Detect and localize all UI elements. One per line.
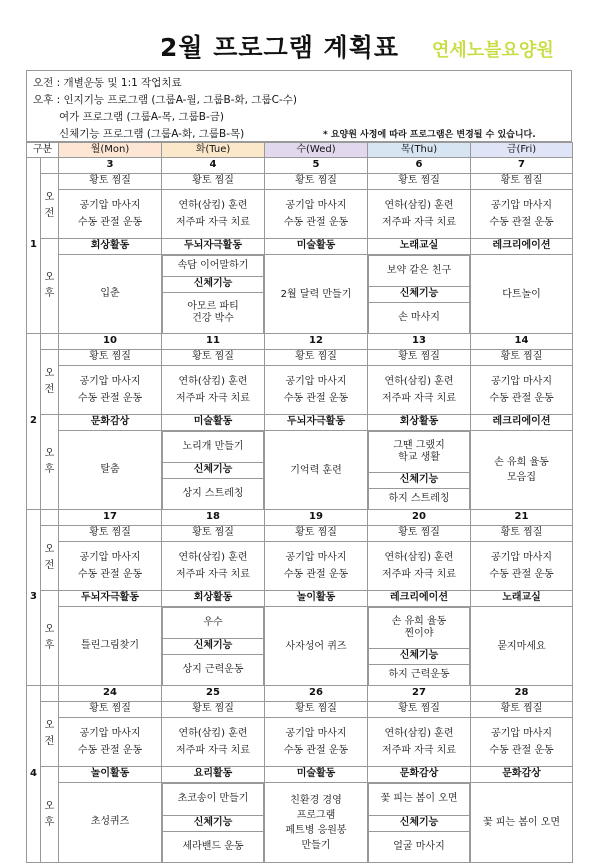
- am-main-1: 연하(삼킴) 훈련 저주파 자극 치료: [162, 542, 265, 591]
- pm-mon: 초성퀴즈: [59, 783, 162, 863]
- am-top-3: 황토 찜질: [368, 350, 471, 366]
- pm-title-0: 회상활동: [59, 239, 162, 255]
- pm-title-4: 레크리에이션: [471, 239, 573, 255]
- pm-title-3: 레크리에이션: [368, 591, 471, 607]
- date-row-spacer: [41, 158, 59, 174]
- brand-name: 연세노블요양원: [432, 40, 554, 61]
- am-main-3: 연하(삼킴) 훈련 저주파 자극 치료: [368, 366, 471, 415]
- pm-sub-top: 손 유희 율동 찐이야: [369, 608, 470, 649]
- pm-sub-physical: 신체기능: [369, 287, 470, 303]
- am-main-2: 공기압 마사지 수동 관절 운동: [265, 366, 368, 415]
- pm-sub-physical: 신체기능: [369, 816, 470, 832]
- date-thu: 27: [368, 686, 471, 702]
- pm-sub-physical: 신체기능: [369, 649, 470, 665]
- am-main-4: 공기압 마사지 수동 관절 운동: [471, 542, 573, 591]
- am-top-0: 황토 찜질: [59, 702, 162, 718]
- date-fri: 7: [471, 158, 573, 174]
- pm-sub-top: 초코송이 만들기: [163, 784, 264, 816]
- date-tue: 4: [162, 158, 265, 174]
- am-top-4: 황토 찜질: [471, 174, 573, 190]
- am-main-1: 연하(삼킴) 훈련 저주파 자극 치료: [162, 366, 265, 415]
- pm-title-2: 미술활동: [265, 239, 368, 255]
- pm-title-2: 두뇌자극활동: [265, 415, 368, 431]
- am-main-0: 공기압 마사지 수동 관절 운동: [59, 190, 162, 239]
- pm-sub-bottom: 상지 스트레칭: [163, 479, 264, 510]
- pm-sub-bottom: 얼굴 마사지: [369, 832, 470, 863]
- am-top-3: 황토 찜질: [368, 174, 471, 190]
- am-main-2: 공기압 마사지 수동 관절 운동: [265, 542, 368, 591]
- date-wed: 12: [265, 334, 368, 350]
- info-note: * 요양원 사정에 따라 프로그램은 변경될 수 있습니다.: [323, 130, 536, 140]
- pm-title-4: 문화감상: [471, 767, 573, 783]
- pm-sub-top: 속담 이어말하기: [163, 256, 264, 277]
- pm-sub-top: 보약 같은 친구: [369, 256, 470, 287]
- pm-title-4: 노래교실: [471, 591, 573, 607]
- pm-wed: 2월 달력 만들기: [265, 255, 368, 334]
- pm-label: 오 후: [41, 767, 59, 863]
- info-line-pm: 오후 : 인지기능 프로그램 (그룹A-월, 그룹B-화, 그룹C-수): [33, 94, 298, 106]
- am-top-4: 황토 찜질: [471, 350, 573, 366]
- pm-thu: [368, 431, 471, 510]
- info-line-am: 오전 : 개별운동 및 1:1 작업치료: [33, 77, 182, 89]
- info-line-physical: 신체기능 프로그램 (그룹A-화, 그룹B-목): [59, 128, 245, 140]
- am-top-2: 황토 찜질: [265, 702, 368, 718]
- pm-title-3: 문화감상: [368, 767, 471, 783]
- pm-mon: 틀린그림찾기: [59, 607, 162, 686]
- pm-sub-top: 우수: [163, 608, 264, 639]
- am-main-1: 연하(삼킴) 훈련 저주파 자극 치료: [162, 718, 265, 767]
- page-title: 2월 프로그램 계획표: [160, 33, 400, 62]
- pm-title-0: 문화감상: [59, 415, 162, 431]
- header-tue: 화(Tue): [162, 143, 265, 158]
- pm-sub-bottom: 상지 근력운동: [163, 655, 264, 686]
- am-main-3: 연하(삼킴) 훈련 저주파 자극 치료: [368, 718, 471, 767]
- am-label: 오 전: [41, 174, 59, 239]
- week-number: 3: [27, 510, 41, 686]
- am-top-1: 황토 찜질: [162, 174, 265, 190]
- am-main-3: 연하(삼킴) 훈련 저주파 자극 치료: [368, 542, 471, 591]
- am-top-4: 황토 찜질: [471, 526, 573, 542]
- am-top-2: 황토 찜질: [265, 350, 368, 366]
- date-fri: 14: [471, 334, 573, 350]
- am-label: 오 전: [41, 702, 59, 767]
- header-thu: 목(Thu): [368, 143, 471, 158]
- am-top-0: 황토 찜질: [59, 174, 162, 190]
- header-fri: 금(Fri): [471, 143, 573, 158]
- am-top-0: 황토 찜질: [59, 526, 162, 542]
- pm-sub-bottom: 하지 스트레칭: [369, 489, 470, 510]
- pm-fri: 손 유희 율동 모음집: [471, 431, 573, 510]
- date-tue: 11: [162, 334, 265, 350]
- pm-fri: 꽃 피는 봄이 오면: [471, 783, 573, 863]
- pm-label: 오 후: [41, 415, 59, 510]
- date-wed: 5: [265, 158, 368, 174]
- date-row-spacer: [41, 686, 59, 702]
- date-thu: 20: [368, 510, 471, 526]
- am-top-2: 황토 찜질: [265, 174, 368, 190]
- am-top-4: 황토 찜질: [471, 702, 573, 718]
- pm-title-2: 놀이활동: [265, 591, 368, 607]
- pm-label: 오 후: [41, 239, 59, 334]
- pm-tue: [162, 431, 265, 510]
- pm-sub-physical: 신체기능: [163, 463, 264, 479]
- header-wed: 수(Wed): [265, 143, 368, 158]
- pm-title-1: 회상활동: [162, 591, 265, 607]
- pm-thu: [368, 783, 471, 863]
- pm-title-3: 노래교실: [368, 239, 471, 255]
- pm-fri: 다트놀이: [471, 255, 573, 334]
- date-mon: 10: [59, 334, 162, 350]
- am-main-2: 공기압 마사지 수동 관절 운동: [265, 190, 368, 239]
- pm-title-1: 두뇌자극활동: [162, 239, 265, 255]
- pm-sub-top: 노리개 만들기: [163, 432, 264, 463]
- date-wed: 26: [265, 686, 368, 702]
- am-main-0: 공기압 마사지 수동 관절 운동: [59, 542, 162, 591]
- pm-sub-physical: 신체기능: [163, 639, 264, 655]
- date-tue: 18: [162, 510, 265, 526]
- am-label: 오 전: [41, 526, 59, 591]
- am-top-2: 황토 찜질: [265, 526, 368, 542]
- schedule-table: [26, 142, 573, 863]
- date-row-spacer: [41, 510, 59, 526]
- pm-wed: 사자성어 퀴즈: [265, 607, 368, 686]
- date-row-spacer: [41, 334, 59, 350]
- date-thu: 13: [368, 334, 471, 350]
- header-mon: 월(Mon): [59, 143, 162, 158]
- week-number: 4: [27, 686, 41, 863]
- am-top-0: 황토 찜질: [59, 350, 162, 366]
- am-label: 오 전: [41, 350, 59, 415]
- pm-sub-physical: 신체기능: [369, 473, 470, 489]
- am-top-1: 황토 찜질: [162, 350, 265, 366]
- info-box: [26, 70, 572, 142]
- am-main-4: 공기압 마사지 수동 관절 운동: [471, 718, 573, 767]
- title-bar: [0, 26, 600, 70]
- date-thu: 6: [368, 158, 471, 174]
- pm-title-1: 요리활동: [162, 767, 265, 783]
- am-top-1: 황토 찜질: [162, 702, 265, 718]
- am-main-0: 공기압 마사지 수동 관절 운동: [59, 718, 162, 767]
- pm-title-4: 레크리에이션: [471, 415, 573, 431]
- date-mon: 24: [59, 686, 162, 702]
- pm-sub-bottom: 세라밴드 운동: [163, 832, 264, 863]
- pm-sub-bottom: 하지 근력운동: [369, 665, 470, 686]
- header-row: [27, 143, 573, 158]
- pm-title-3: 회상활동: [368, 415, 471, 431]
- pm-wed: 기억력 훈련: [265, 431, 368, 510]
- date-mon: 3: [59, 158, 162, 174]
- pm-sub-top: 꽃 피는 봄이 오면: [369, 784, 470, 816]
- am-top-3: 황토 찜질: [368, 526, 471, 542]
- pm-sub-top: 그땐 그랬지 학교 생활: [369, 432, 470, 473]
- am-main-2: 공기압 마사지 수동 관절 운동: [265, 718, 368, 767]
- pm-title-1: 미술활동: [162, 415, 265, 431]
- am-main-0: 공기압 마사지 수동 관절 운동: [59, 366, 162, 415]
- pm-mon: 탈춤: [59, 431, 162, 510]
- date-mon: 17: [59, 510, 162, 526]
- date-wed: 19: [265, 510, 368, 526]
- pm-tue: [162, 783, 265, 863]
- am-top-3: 황토 찜질: [368, 702, 471, 718]
- am-top-1: 황토 찜질: [162, 526, 265, 542]
- pm-label: 오 후: [41, 591, 59, 686]
- pm-wed: 친환경 경영 프로그램 페트병 응원봉 만들기: [265, 783, 368, 863]
- pm-thu: [368, 607, 471, 686]
- week-number: 2: [27, 334, 41, 510]
- pm-tue: [162, 255, 265, 334]
- date-tue: 25: [162, 686, 265, 702]
- date-fri: 21: [471, 510, 573, 526]
- pm-fri: 묻지마세요: [471, 607, 573, 686]
- am-main-4: 공기압 마사지 수동 관절 운동: [471, 366, 573, 415]
- header-gubun: 구분: [27, 143, 59, 158]
- info-line-leisure: 여가 프로그램 (그룹A-목, 그룹B-금): [59, 111, 224, 123]
- pm-sub-physical: 신체기능: [163, 816, 264, 832]
- pm-mon: 입춘: [59, 255, 162, 334]
- pm-title-0: 놀이활동: [59, 767, 162, 783]
- pm-sub-bottom: 손 마사지: [369, 303, 470, 334]
- pm-sub-bottom: 아모르 파티 건강 박수: [163, 293, 264, 334]
- pm-thu: [368, 255, 471, 334]
- date-fri: 28: [471, 686, 573, 702]
- pm-sub-physical: 신체기능: [163, 277, 264, 293]
- week-number: 1: [27, 158, 41, 334]
- am-main-3: 연하(삼킴) 훈련 저주파 자극 치료: [368, 190, 471, 239]
- am-main-1: 연하(삼킴) 훈련 저주파 자극 치료: [162, 190, 265, 239]
- pm-title-0: 두뇌자극활동: [59, 591, 162, 607]
- pm-title-2: 미술활동: [265, 767, 368, 783]
- am-main-4: 공기압 마사지 수동 관절 운동: [471, 190, 573, 239]
- pm-tue: [162, 607, 265, 686]
